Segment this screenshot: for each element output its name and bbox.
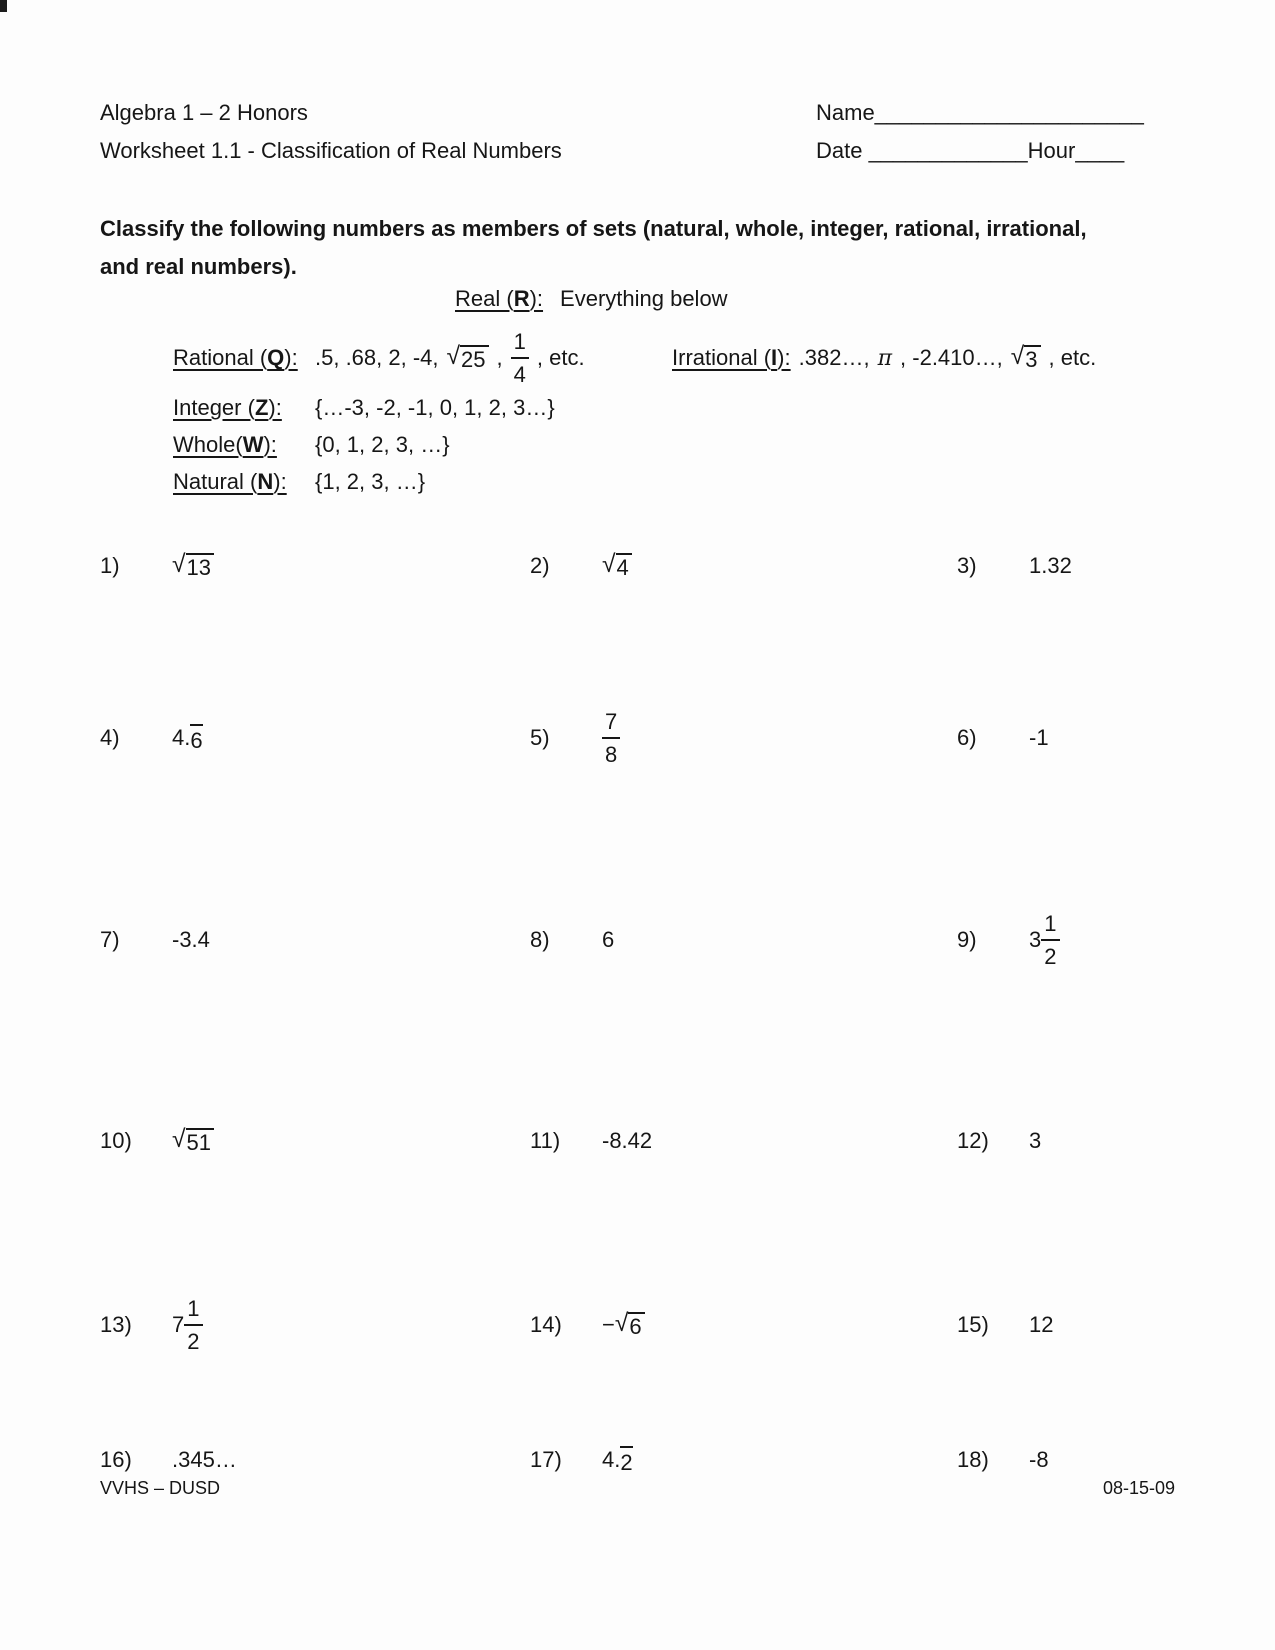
problems-row-5: [0, 1275, 1275, 1375]
problem-label: 12): [957, 1128, 989, 1153]
problem-label: 9): [957, 927, 977, 952]
natural-definition: [173, 469, 425, 495]
problem-3: [957, 516, 1072, 616]
integer-definition: [173, 395, 555, 421]
instructions-line-2: and real numbers).: [100, 254, 297, 279]
problem-value: √ 4: [602, 553, 632, 579]
name-blank-line: Name______________________: [816, 100, 1144, 125]
problem-label: 16): [100, 1447, 132, 1472]
problem-label: 13): [100, 1312, 132, 1337]
worksheet-title: Worksheet 1.1 - Classification of Real Numbers: [100, 138, 562, 163]
problem-value: -8: [1029, 1447, 1049, 1472]
repeating-digit: 6: [190, 724, 202, 752]
radical-sign: √: [446, 343, 461, 370]
footer-date: 08-15-09: [1102, 1478, 1175, 1498]
problems-row-1: [0, 516, 1275, 616]
problem-7: [100, 890, 210, 990]
problem-label: 6): [957, 725, 977, 750]
whole-set: {0, 1, 2, 3, …}: [315, 432, 450, 457]
problem-label: 11): [530, 1128, 561, 1153]
problem-9: [957, 890, 1060, 990]
integer-set: {…-3, -2, -1, 0, 1, 2, 3…}: [315, 395, 555, 420]
problem-label: 2): [530, 553, 550, 578]
problem-11: [530, 1091, 652, 1191]
problem-value: 3: [1029, 1128, 1042, 1153]
problem-label: 3): [957, 553, 977, 578]
problem-2: [530, 516, 632, 616]
irrational-term: Irrational (I):: [672, 345, 791, 370]
problem-value: 4. 6: [172, 725, 203, 753]
rational-examples-2: , etc.: [536, 345, 585, 370]
problem-10: [100, 1091, 214, 1191]
footer-school: VVHS – DUSD: [100, 1478, 221, 1498]
whole-definition: [173, 432, 450, 458]
scan-artifact: [0, 0, 7, 12]
problem-value: √ 13: [172, 553, 214, 579]
problem-value: -1: [1029, 725, 1049, 750]
radical-sign: √: [614, 1310, 629, 1337]
problems-row-3: [0, 890, 1275, 990]
rational-separator: ,: [496, 345, 503, 370]
problem-value: − √ 6: [602, 1312, 645, 1338]
rational-examples-1: .5, .68, 2, -4,: [315, 345, 439, 370]
irrational-examples-3: , etc.: [1048, 345, 1097, 370]
rational-definition: [173, 326, 585, 390]
instructions-line-1: Classify the following numbers as members of sets (natural, whole, integer, rational, irrational,: [100, 216, 1087, 241]
problem-label: 5): [530, 725, 550, 750]
problem-label: 17): [530, 1447, 562, 1472]
problem-17: [530, 1410, 633, 1510]
problem-13: [100, 1275, 203, 1375]
radical-sign: √: [172, 551, 186, 578]
mixed-number: 3 $\frac{1}{2}$: [1029, 912, 1060, 968]
sqrt-25: √ 25: [447, 345, 489, 371]
irrational-examples-2: , -2.410…,: [900, 345, 1003, 370]
mixed-number: 7 $\frac{1}{2}$: [172, 1297, 203, 1353]
problem-value: -8.42: [602, 1128, 653, 1153]
problem-label: 10): [100, 1128, 132, 1153]
problem-label: 1): [100, 553, 120, 578]
problem-value: 6: [602, 927, 615, 952]
sqrt-3: √ 3: [1011, 345, 1041, 371]
fraction: $\frac{7}{8}$: [602, 710, 620, 766]
real-term: Real (R):: [455, 286, 544, 311]
problems-row-4: [0, 1091, 1275, 1191]
radical-sign: √: [602, 551, 616, 578]
problem-12: [957, 1091, 1041, 1191]
rational-term: Rational (Q):: [173, 345, 298, 370]
problem-label: 7): [100, 927, 120, 952]
hour-blank: Hour____: [1027, 138, 1125, 163]
problem-label: 4): [100, 725, 120, 750]
instructions: [100, 210, 1087, 286]
repeating-digit: 2: [620, 1446, 632, 1474]
problem-label: 15): [957, 1312, 989, 1337]
date-blank: Date _____________: [816, 138, 1028, 163]
radical-sign: √: [172, 1126, 186, 1153]
problem-1: [100, 516, 214, 616]
natural-term: Natural (N):: [173, 469, 287, 494]
natural-set: {1, 2, 3, …}: [315, 469, 426, 494]
negative-sign: −: [602, 1312, 615, 1337]
real-description: Everything below: [560, 286, 728, 311]
header-left: [100, 94, 562, 170]
radical-sign: √: [1010, 343, 1025, 370]
problem-value: .345…: [172, 1447, 237, 1472]
problem-15: [957, 1275, 1053, 1375]
pi-symbol: π: [877, 345, 893, 371]
problem-value: -3.4: [172, 927, 210, 952]
problem-5: [530, 688, 620, 788]
problems-row-2: [0, 688, 1275, 788]
problem-value: 4. 2: [602, 1447, 633, 1475]
header-right: [816, 94, 1144, 170]
real-definition: [455, 286, 728, 312]
fraction-1-4: $\frac{1}{4}$: [511, 330, 529, 386]
problem-value: 1.32: [1029, 553, 1072, 578]
problem-label: 14): [530, 1312, 562, 1337]
problem-8: [530, 890, 614, 990]
problem-14: [530, 1275, 645, 1375]
problem-value: 12: [1029, 1312, 1054, 1337]
problem-value: √ 51: [172, 1128, 214, 1154]
problem-18: [957, 1410, 1049, 1510]
problem-4: [100, 688, 203, 788]
irrational-definition: [672, 326, 1096, 390]
problem-label: 18): [957, 1447, 989, 1472]
problem-value: [1029, 912, 1060, 968]
whole-term: Whole(W):: [173, 432, 277, 457]
irrational-examples-1: .382…,: [798, 345, 870, 370]
problem-value: [172, 1297, 203, 1353]
problem-6: [957, 688, 1049, 788]
problem-value: [602, 710, 620, 766]
course-title: Algebra 1 – 2 Honors: [100, 100, 308, 125]
problem-label: 8): [530, 927, 550, 952]
date-hour-line: [816, 132, 1144, 170]
integer-term: Integer (Z):: [173, 395, 282, 420]
